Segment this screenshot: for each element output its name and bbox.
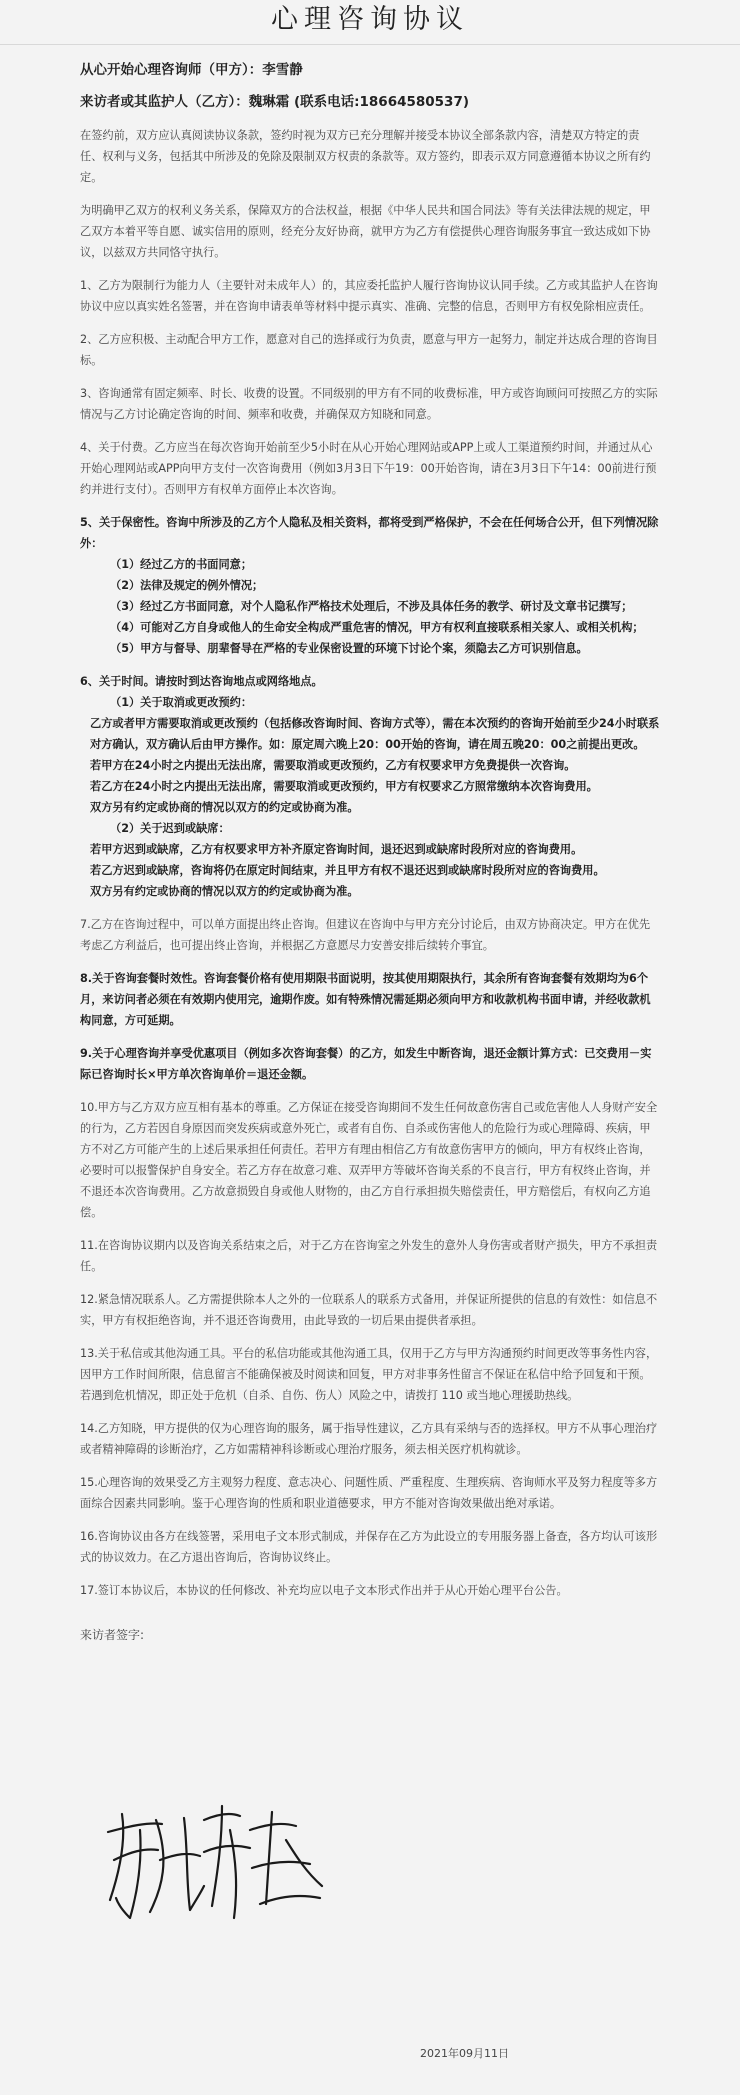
clause-10: 10.甲方与乙方双方应互相有基本的尊重。乙方保证在接受咨询期间不发生任何故意伤害自己或危害他人人身财产安全的行为，乙方若因自身原因而突发疾病或意外死亡，或者有自伤、自杀或伤害他人的危险行为或心理障碍、疾病，甲方不对乙方可能产生的上述后果承担任何责任。若甲方有理由相信乙方有故意伤害甲方的倾向，甲方有权终止咨询，必要时可以报警保护自身安全。若乙方存在故意刁难、双弄甲方等破坏咨询关系的不良言行，甲方有权终止咨询，并不退还本次咨询费用。乙方故意损毁自身或他人财物的，由乙方自行承担损失赔偿责任，甲方赔偿后，有权向乙方追偿。 (80, 1101, 658, 1219)
clause-5: 5、关于保密性。咨询中所涉及的乙方个人隐私及相关资料，都将受到严格保护，不会在任何场合公开，但下列情况除外： (80, 516, 659, 550)
clause-5-item: （3）经过乙方书面同意，对个人隐私作严格技术处理后，不涉及具体任务的教学、研讨及文章书记撰写； (110, 600, 633, 613)
intro-paragraph-2: 为明确甲乙双方的权利义务关系，保障双方的合法权益，根据《中华人民共和国合同法》等有关法律法规的规定，甲乙双方本着平等自愿、诚实信用的原则，经充分友好协商，就甲方为乙方有偿提供心理咨询服务事宜一致达成如下协议，以兹双方共同恪守执行。 (80, 204, 651, 259)
party-b: 来访者或其监护人（乙方）：魏琳霜 (联系电话:18664580537) (80, 94, 470, 110)
intro-paragraph-1: 在签约前，双方应认真阅读协议条款，签约时视为双方已充分理解并接受本协议全部条款内容，清楚双方特定的责任、权利与义务，包括其中所涉及的免除及限制双方权责的条款等。双方签约，即表示双方同意遵循本协议之所有约定。 (80, 129, 651, 184)
clause-2: 2、乙方应积极、主动配合甲方工作，愿意对自己的选择或行为负责，愿意与甲方一起努力，制定并达成合理的咨询目标。 (80, 333, 658, 367)
clause-13: 13.关于私信或其他沟通工具。平台的私信功能或其他沟通工具，仅用于乙方与甲方沟通预约时间更改等事务性内容，因甲方工作时间所限，信息留言不能确保被及时阅读和回复，甲方对非事务性留言不保证在私信中给予回复和干预。若遇到危机情况，即正处于危机（自杀、自伤、伤人）风险之中，请拨打 110 或当地心理援助热线。 (80, 1347, 658, 1402)
clause-3: 3、咨询通常有固定频率、时长、收费的设置。不同级别的甲方有不同的收费标准，甲方或咨询顾问可按照乙方的实际情况与乙方讨论确定咨询的时间、频率和收费，并确保双方知晓和同意。 (80, 387, 658, 421)
clause-6-sub-1: （1）关于取消或更改预约： (110, 696, 253, 709)
clause-5-item: （4）可能对乙方自身或他人的生命安全构成严重危害的情况，甲方有权利直接联系相关家人、或相关机构； (110, 621, 644, 634)
party-a: 从心开始心理咨询师（甲方）：李雪静 (80, 62, 303, 78)
clause-5-item: （2）法律及规定的例外情况； (110, 579, 264, 592)
clause-6-sub-2-line: 若甲方迟到或缺席，乙方有权要求甲方补齐原定咨询时间，退还迟到或缺席时段所对应的咨询费用。 (90, 843, 583, 856)
clause-6-sub-1-line: 若甲方在24小时之内提出无法出席，需要取消或更改预约，乙方有权要求甲方免费提供一次咨询。 (90, 759, 576, 772)
clause-6-sub-1-line: 双方另有约定或协商的情况以双方的约定或协商为准。 (90, 801, 359, 814)
signature-label: 来访者签字: (80, 1628, 145, 1642)
clause-5-item: （1）经过乙方的书面同意； (110, 558, 253, 571)
clause-8: 8.关于咨询套餐时效性。咨询套餐价格有使用期限书面说明，按其使用期限执行，其余所有咨询套餐有效期均为6个月，来访问者必须在有效期内使用完，逾期作废。如有特殊情况需延期必须向甲方和收款机构书面申请，并经收款机构同意，方可延期。 (80, 972, 651, 1027)
clause-6-sub-2-line: 若乙方迟到或缺席，咨询将仍在原定时间结束，并且甲方有权不退还迟到或缺席时段所对应的咨询费用。 (90, 864, 605, 877)
clause-7: 7.乙方在咨询过程中，可以单方面提出终止咨询。但建议在咨询中与甲方充分讨论后，由双方协商决定。甲方在优先考虑乙方利益后，也可提出终止咨询，并根据乙方意愿尽力安善安排后续转介事宜。 (80, 918, 651, 952)
clause-12: 12.紧急情况联系人。乙方需提供除本人之外的一位联系人的联系方式备用，并保证所提供的信息的有效性：如信息不实，甲方有权拒绝咨询，并不退还咨询费用，由此导致的一切后果由提供者承担。 (80, 1293, 658, 1327)
clause-11: 11.在咨询协议期内以及咨询关系结束之后，对于乙方在咨询室之外发生的意外人身伤害或者财产损失，甲方不承担责任。 (80, 1239, 658, 1273)
clause-6-sub-2-line: 双方另有约定或协商的情况以双方的约定或协商为准。 (90, 885, 359, 898)
clause-15: 15.心理咨询的效果受乙方主观努力程度、意志决心、问题性质、严重程度、生理疾病、咨询师水平及努力程度等多方面综合因素共同影响。鉴于心理咨询的性质和职业道德要求，甲方不能对咨询效果做出绝对承诺。 (80, 1476, 658, 1510)
document-title: 心理咨询协议 (0, 0, 740, 45)
clause-17: 17.签订本协议后，本协议的任何修改、补充均应以电子文本形式作出并于从心开始心理平台公告。 (80, 1584, 568, 1597)
clause-6-sub-2: （2）关于迟到或缺席： (110, 822, 230, 835)
clause-14: 14.乙方知晓，甲方提供的仅为心理咨询的服务，属于指导性建议，乙方具有采纳与否的选择权。甲方不从事心理治疗或者精神障碍的诊断治疗，乙方如需精神科诊断或心理治疗服务，须去相关医疗机构就诊。 (80, 1422, 658, 1456)
clause-6: 6、关于时间。请按时到达咨询地点或网络地点。 (80, 675, 323, 688)
clause-16: 16.咨询协议由各方在线签署，采用电子文本形式制成，并保存在乙方为此设立的专用服务器上备查，各方均认可该形式的协议效力。在乙方退出咨询后，咨询协议终止。 (80, 1530, 658, 1564)
clause-4: 4、关于付费。乙方应当在每次咨询开始前至少5小时在从心开始心理网站或APP上或人工渠道预约时间，并通过从心开始心理网站或APP向甲方支付一次咨询费用（例如3月3日下午19：00开始咨询，请在3月3日下午14：00前进行预约并进行支付）。否则甲方有权单方面停止本次咨询。 (80, 441, 657, 496)
clause-9: 9.关于心理咨询并享受优惠项目（例如多次咨询套餐）的乙方，如发生中断咨询，退还金额计算方式：已交费用－实际已咨询时长×甲方单次咨询单价＝退还金额。 (80, 1047, 652, 1081)
handwritten-signature (100, 1800, 330, 1925)
clause-5-item: （5）甲方与督导、朋辈督导在严格的专业保密设置的环境下讨论个案，须隐去乙方可识别信息。 (110, 642, 588, 655)
signing-date: 2021年09月11日 (420, 2047, 509, 2060)
clause-6-sub-1-line: 乙方或者甲方需要取消或更改预约（包括修改咨询时间、咨询方式等），需在本次预约的咨询开始前至少24小时联系对方确认，双方确认后由甲方操作。如：原定周六晚上20：00开始的咨询，请在周五晚20：00之前提出更改。 (90, 717, 660, 751)
clause-6-sub-1-line: 若乙方在24小时之内提出无法出席，需要取消或更改预约，甲方有权要求乙方照常缴纳本次咨询费用。 (90, 780, 598, 793)
clause-1: 1、乙方为限制行为能力人（主要针对未成年人）的，其应委托监护人履行咨询协议认同手续。乙方或其监护人在咨询协议中应以真实姓名签署，并在咨询申请表单等材料中提示真实、准确、完整的信息，否则甲方有权免除相应责任。 (80, 279, 658, 313)
